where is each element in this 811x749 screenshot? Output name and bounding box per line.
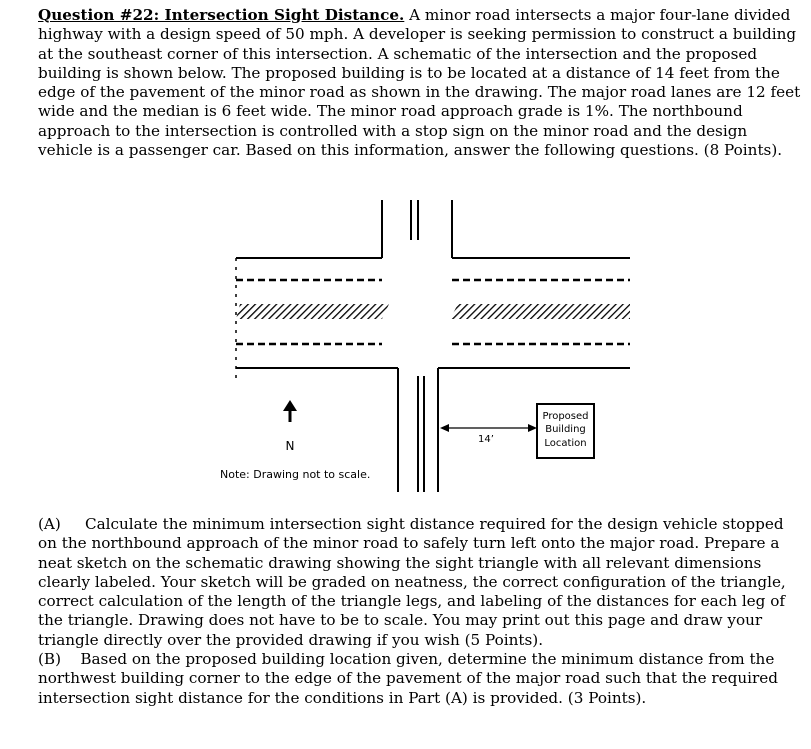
part-a-text: Calculate the minimum intersection sight distance required for the design vehicle stopped on the northbound approach of the minor road to safely turn left onto the major road. Prepare a neat sketch on the schematic drawing showing the sight triangle with all relevant dimensions clearly labeled. Your sketch will be graded on neatness, the correct configuration of the triangle, correct calculation of the length of the triangle legs, and labeling of the distances for each leg of the triangle. Drawing does not have to be to scale. You may print out this page and draw your triangle directly over the provided drawing if you wish (5 Points). bbox=[38, 515, 786, 649]
north-label: N bbox=[285, 439, 295, 453]
median-hatch-west bbox=[236, 304, 389, 319]
offset-arrowhead-left bbox=[440, 424, 449, 432]
median-hatch-east bbox=[450, 304, 630, 319]
offset-arrowhead-right bbox=[528, 424, 537, 432]
question-parts bbox=[38, 515, 806, 708]
part-a-label: (A) bbox=[38, 515, 61, 533]
drawing-note: Note: Drawing not to scale. bbox=[220, 468, 371, 481]
building-label-line-1: Proposed bbox=[542, 411, 589, 422]
part-b-label: (B) bbox=[38, 650, 62, 669]
building-label-line-2: Building bbox=[545, 424, 586, 435]
part-b-text: Based on the proposed building location given, determine the minimum distance from the northwest building corner to the edge of the pavement of the major road such that the required intersection sight distance for the conditions in Part (A) is provided. (3 Points). bbox=[38, 650, 778, 707]
question-body: A minor road intersects a major four-lane divided highway with a design speed of 50 mph. A developer is seeking permission to construct a building at the southeast corner of this intersection. A schematic of the intersection and the proposed building is shown below. The proposed building is to be located at a distance of 14 feet from the edge of the pavement of the minor road as shown in the drawing. The major road lanes are 12 feet wide and the median is 6 feet wide. The minor road approach grade is 1%. The northbound approach to the intersection is controlled with a stop sign on the minor road and the design vehicle is a passenger car. Based on this information, answer the following questions. (8 Points). bbox=[38, 6, 801, 160]
north-arrow-icon bbox=[283, 400, 297, 422]
building-label-line-3: Location bbox=[544, 438, 587, 449]
offset-label: 14’ bbox=[478, 434, 494, 445]
question-title: Question #22: Intersection Sight Distance. bbox=[38, 6, 405, 24]
